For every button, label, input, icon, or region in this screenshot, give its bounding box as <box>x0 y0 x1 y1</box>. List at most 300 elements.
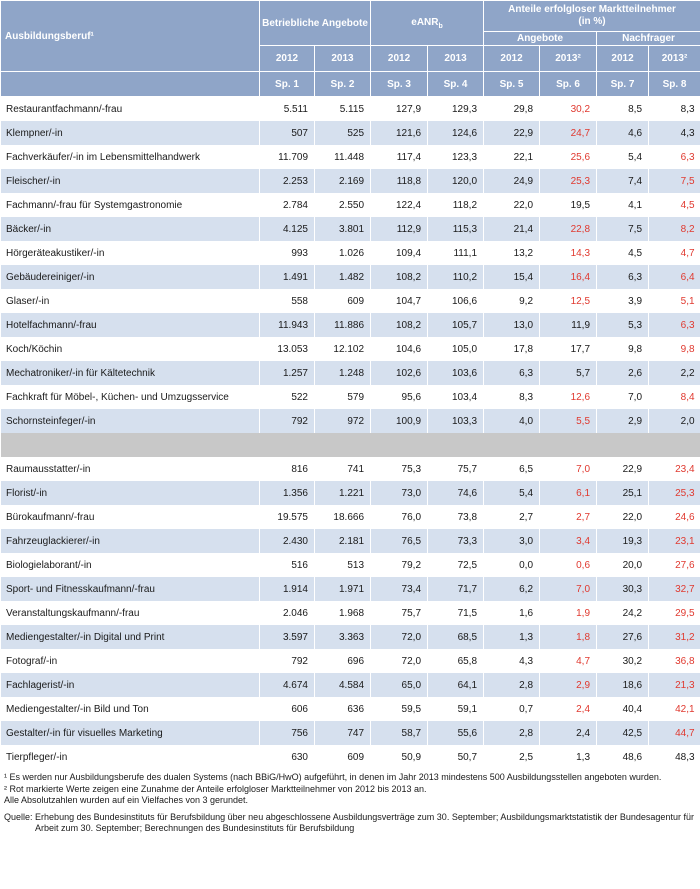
column-number-8: Sp. 8 <box>649 72 700 97</box>
value-cell-sp4: 59,1 <box>428 697 484 721</box>
value-cell-sp1: 993 <box>260 241 315 265</box>
value-cell-sp4: 68,5 <box>428 625 484 649</box>
value-cell-sp2: 513 <box>315 553 371 577</box>
value-cell-sp2: 1.968 <box>315 601 371 625</box>
value-cell-sp2: 3.363 <box>315 625 371 649</box>
value-cell-sp4: 111,1 <box>428 241 484 265</box>
footnote-1: ¹ Es werden nur Ausbildungsberufe des dualen Systems (nach BBiG/HwO) aufgeführt, in denen im Jahr 2013 mindestens 500 Ausbildungsstellen angeboten wurden. <box>4 772 662 782</box>
eanr-group-header: eANR$_b$ <box>371 1 484 46</box>
value-cell-sp3: 121,6 <box>371 121 428 145</box>
occupation-name: Sport- und Fitnesskaufmann/-frau <box>1 577 260 601</box>
value-cell-sp3: 65,0 <box>371 673 428 697</box>
table-row <box>1 721 700 745</box>
table-row <box>1 649 700 673</box>
value-cell-sp3: 104,6 <box>371 337 428 361</box>
value-cell-sp4: 65,8 <box>428 649 484 673</box>
value-cell-sp4: 115,3 <box>428 217 484 241</box>
value-cell-sp3: 122,4 <box>371 193 428 217</box>
value-cell-sp8: 2,0 <box>649 409 700 433</box>
value-cell-sp1: 792 <box>260 409 315 433</box>
table-row <box>1 553 700 577</box>
value-cell-sp8: 36,8 <box>649 649 700 673</box>
value-cell-sp5: 1,6 <box>484 601 540 625</box>
value-cell-sp2: 1.221 <box>315 481 371 505</box>
value-cell-sp8: 7,5 <box>649 169 700 193</box>
value-cell-sp3: 108,2 <box>371 265 428 289</box>
value-cell-sp5: 22,9 <box>484 121 540 145</box>
value-cell-sp8: 48,3 <box>649 745 700 769</box>
occupation-name: Fachverkäufer/-in im Lebensmittelhandwerk <box>1 145 260 169</box>
value-cell-sp2: 11.886 <box>315 313 371 337</box>
footnotes <box>0 769 700 807</box>
value-cell-sp1: 1.491 <box>260 265 315 289</box>
footnote-2: ² Rot markierte Werte zeigen eine Zunahme der Anteile erfolgloser Marktteilnehmer von 2012 bis 2013 an. <box>4 783 427 794</box>
value-cell-sp2: 11.448 <box>315 145 371 169</box>
value-cell-sp6: 16,4 <box>540 265 597 289</box>
value-cell-sp5: 2,5 <box>484 745 540 769</box>
value-cell-sp5: 2,8 <box>484 721 540 745</box>
value-cell-sp3: 108,2 <box>371 313 428 337</box>
year-header-6: 2013² <box>540 46 597 72</box>
value-cell-sp3: 79,2 <box>371 553 428 577</box>
occupation-name: Fachkraft für Möbel-, Küchen- und Umzugsservice <box>1 385 260 409</box>
table-row <box>1 289 700 313</box>
column-number-6: Sp. 6 <box>540 72 597 97</box>
column-number-3: Sp. 3 <box>371 72 428 97</box>
value-cell-sp3: 75,7 <box>371 601 428 625</box>
table-row <box>1 241 700 265</box>
value-cell-sp5: 1,3 <box>484 625 540 649</box>
value-cell-sp7: 7,5 <box>597 217 649 241</box>
value-cell-sp5: 3,0 <box>484 529 540 553</box>
value-cell-sp1: 606 <box>260 697 315 721</box>
occupation-name: Fachmann/-frau für Systemgastronomie <box>1 193 260 217</box>
column-number-5: Sp. 5 <box>484 72 540 97</box>
value-cell-sp8: 24,6 <box>649 505 700 529</box>
occupation-name: Gebäudereiniger/-in <box>1 265 260 289</box>
value-cell-sp1: 3.597 <box>260 625 315 649</box>
value-cell-sp5: 29,8 <box>484 97 540 122</box>
value-cell-sp3: 59,5 <box>371 697 428 721</box>
value-cell-sp4: 105,0 <box>428 337 484 361</box>
offers-subheader: Angebote <box>484 32 597 46</box>
value-cell-sp4: 118,2 <box>428 193 484 217</box>
occupation-name: Restaurantfachmann/-frau <box>1 97 260 122</box>
table-header <box>1 1 700 97</box>
table-row <box>1 625 700 649</box>
value-cell-sp4: 74,6 <box>428 481 484 505</box>
value-cell-sp3: 58,7 <box>371 721 428 745</box>
value-cell-sp2: 747 <box>315 721 371 745</box>
value-cell-sp4: 103,6 <box>428 361 484 385</box>
footnote-rounding: Alle Absolutzahlen wurden auf ein Vielfaches von 3 gerundet. <box>4 795 249 806</box>
value-cell-sp5: 8,3 <box>484 385 540 409</box>
value-cell-sp4: 75,7 <box>428 457 484 481</box>
year-header-8: 2013² <box>649 46 700 72</box>
value-cell-sp6: 7,0 <box>540 457 597 481</box>
year-header-2: 2013 <box>315 46 371 72</box>
value-cell-sp1: 1.356 <box>260 481 315 505</box>
value-cell-sp3: 50,9 <box>371 745 428 769</box>
value-cell-sp7: 2,6 <box>597 361 649 385</box>
group-separator <box>1 433 700 457</box>
value-cell-sp7: 22,0 <box>597 505 649 529</box>
occupation-name: Fahrzeuglackierer/-in <box>1 529 260 553</box>
value-cell-sp7: 40,4 <box>597 697 649 721</box>
value-cell-sp1: 2.253 <box>260 169 315 193</box>
value-cell-sp8: 25,3 <box>649 481 700 505</box>
value-cell-sp3: 117,4 <box>371 145 428 169</box>
source-text: Erhebung des Bundesinstituts für Berufsbildung über neu abgeschlossene Ausbildungsverträge zum 30. September; Ausbildungsmarktstatistik der Bundesagentur für Arbeit zum 30. September; Berechnungen des Bundesinstituts für Berufsbildung <box>35 811 694 834</box>
value-cell-sp1: 13.053 <box>260 337 315 361</box>
value-cell-sp7: 22,9 <box>597 457 649 481</box>
value-cell-sp7: 7,0 <box>597 385 649 409</box>
value-cell-sp7: 3,9 <box>597 289 649 313</box>
value-cell-sp1: 516 <box>260 553 315 577</box>
table-row <box>1 697 700 721</box>
occupation-name: Florist/-in <box>1 481 260 505</box>
table-row <box>1 529 700 553</box>
value-cell-sp4: 55,6 <box>428 721 484 745</box>
value-cell-sp3: 109,4 <box>371 241 428 265</box>
table-row <box>1 361 700 385</box>
shares-group-header: Anteile erfolgloser Marktteilnehmer (in %) <box>484 1 700 32</box>
value-cell-sp4: 71,7 <box>428 577 484 601</box>
value-cell-sp6: 25,6 <box>540 145 597 169</box>
value-cell-sp3: 76,0 <box>371 505 428 529</box>
occupation-name: Hörgeräteakustiker/-in <box>1 241 260 265</box>
value-cell-sp2: 972 <box>315 409 371 433</box>
value-cell-sp5: 24,9 <box>484 169 540 193</box>
value-cell-sp5: 13,0 <box>484 313 540 337</box>
value-cell-sp1: 630 <box>260 745 315 769</box>
value-cell-sp3: 95,6 <box>371 385 428 409</box>
occupation-name: Biologielaborant/-in <box>1 553 260 577</box>
occupation-name: Bürokaufmann/-frau <box>1 505 260 529</box>
value-cell-sp2: 2.550 <box>315 193 371 217</box>
value-cell-sp6: 1,9 <box>540 601 597 625</box>
year-header-1: 2012 <box>260 46 315 72</box>
value-cell-sp3: 127,9 <box>371 97 428 122</box>
value-cell-sp6: 5,5 <box>540 409 597 433</box>
value-cell-sp2: 579 <box>315 385 371 409</box>
value-cell-sp3: 72,0 <box>371 625 428 649</box>
value-cell-sp6: 2,7 <box>540 505 597 529</box>
value-cell-sp7: 4,5 <box>597 241 649 265</box>
value-cell-sp2: 609 <box>315 745 371 769</box>
table-row <box>1 169 700 193</box>
value-cell-sp2: 2.169 <box>315 169 371 193</box>
value-cell-sp1: 4.674 <box>260 673 315 697</box>
value-cell-sp7: 7,4 <box>597 169 649 193</box>
value-cell-sp7: 5,4 <box>597 145 649 169</box>
value-cell-sp7: 5,3 <box>597 313 649 337</box>
value-cell-sp6: 14,3 <box>540 241 597 265</box>
value-cell-sp6: 25,3 <box>540 169 597 193</box>
occupation-header: Ausbildungsberuf¹ <box>1 1 260 72</box>
value-cell-sp6: 4,7 <box>540 649 597 673</box>
value-cell-sp8: 21,3 <box>649 673 700 697</box>
value-cell-sp4: 124,6 <box>428 121 484 145</box>
value-cell-sp8: 2,2 <box>649 361 700 385</box>
value-cell-sp4: 73,3 <box>428 529 484 553</box>
value-cell-sp4: 110,2 <box>428 265 484 289</box>
value-cell-sp4: 72,5 <box>428 553 484 577</box>
year-header-3: 2012 <box>371 46 428 72</box>
table-row <box>1 745 700 769</box>
table-row <box>1 577 700 601</box>
value-cell-sp7: 20,0 <box>597 553 649 577</box>
value-cell-sp1: 1.914 <box>260 577 315 601</box>
value-cell-sp5: 9,2 <box>484 289 540 313</box>
year-header-7: 2012 <box>597 46 649 72</box>
occupation-name: Klempner/-in <box>1 121 260 145</box>
value-cell-sp7: 2,9 <box>597 409 649 433</box>
value-cell-sp2: 1.248 <box>315 361 371 385</box>
value-cell-sp5: 0,0 <box>484 553 540 577</box>
table-row <box>1 313 700 337</box>
value-cell-sp3: 75,3 <box>371 457 428 481</box>
value-cell-sp8: 9,8 <box>649 337 700 361</box>
value-cell-sp6: 6,1 <box>540 481 597 505</box>
table-row <box>1 481 700 505</box>
value-cell-sp8: 8,2 <box>649 217 700 241</box>
value-cell-sp7: 18,6 <box>597 673 649 697</box>
value-cell-sp2: 1.026 <box>315 241 371 265</box>
value-cell-sp8: 4,7 <box>649 241 700 265</box>
value-cell-sp7: 19,3 <box>597 529 649 553</box>
value-cell-sp6: 2,4 <box>540 697 597 721</box>
empty-header-cell <box>1 72 260 97</box>
value-cell-sp5: 22,1 <box>484 145 540 169</box>
occupation-name: Koch/Köchin <box>1 337 260 361</box>
value-cell-sp5: 6,5 <box>484 457 540 481</box>
table-row <box>1 193 700 217</box>
demand-subheader: Nachfrager <box>597 32 700 46</box>
column-number-row <box>1 72 700 97</box>
value-cell-sp6: 24,7 <box>540 121 597 145</box>
value-cell-sp8: 4,3 <box>649 121 700 145</box>
separator-cell <box>1 433 700 457</box>
table-row <box>1 97 700 122</box>
table-row <box>1 265 700 289</box>
value-cell-sp7: 4,6 <box>597 121 649 145</box>
value-cell-sp8: 23,4 <box>649 457 700 481</box>
value-cell-sp5: 6,2 <box>484 577 540 601</box>
value-cell-sp4: 120,0 <box>428 169 484 193</box>
year-header-4: 2013 <box>428 46 484 72</box>
value-cell-sp6: 2,9 <box>540 673 597 697</box>
value-cell-sp5: 13,2 <box>484 241 540 265</box>
value-cell-sp1: 558 <box>260 289 315 313</box>
value-cell-sp8: 31,2 <box>649 625 700 649</box>
value-cell-sp5: 5,4 <box>484 481 540 505</box>
value-cell-sp3: 118,8 <box>371 169 428 193</box>
value-cell-sp3: 72,0 <box>371 649 428 673</box>
value-cell-sp1: 2.046 <box>260 601 315 625</box>
value-cell-sp5: 22,0 <box>484 193 540 217</box>
value-cell-sp6: 12,5 <box>540 289 597 313</box>
value-cell-sp2: 636 <box>315 697 371 721</box>
value-cell-sp7: 27,6 <box>597 625 649 649</box>
value-cell-sp4: 50,7 <box>428 745 484 769</box>
value-cell-sp8: 6,3 <box>649 145 700 169</box>
value-cell-sp6: 11,9 <box>540 313 597 337</box>
value-cell-sp8: 6,3 <box>649 313 700 337</box>
value-cell-sp1: 756 <box>260 721 315 745</box>
column-number-4: Sp. 4 <box>428 72 484 97</box>
value-cell-sp4: 73,8 <box>428 505 484 529</box>
occupation-name: Schornsteinfeger/-in <box>1 409 260 433</box>
value-cell-sp2: 609 <box>315 289 371 313</box>
value-cell-sp8: 6,4 <box>649 265 700 289</box>
table-row <box>1 409 700 433</box>
value-cell-sp5: 17,8 <box>484 337 540 361</box>
value-cell-sp4: 123,3 <box>428 145 484 169</box>
value-cell-sp4: 71,5 <box>428 601 484 625</box>
value-cell-sp7: 42,5 <box>597 721 649 745</box>
table-row <box>1 505 700 529</box>
value-cell-sp5: 21,4 <box>484 217 540 241</box>
occupation-name: Bäcker/-in <box>1 217 260 241</box>
year-header-5: 2012 <box>484 46 540 72</box>
occupation-name: Glaser/-in <box>1 289 260 313</box>
table-row <box>1 385 700 409</box>
value-cell-sp7: 30,3 <box>597 577 649 601</box>
column-number-1: Sp. 1 <box>260 72 315 97</box>
value-cell-sp7: 8,5 <box>597 97 649 122</box>
value-cell-sp2: 1.971 <box>315 577 371 601</box>
value-cell-sp1: 522 <box>260 385 315 409</box>
value-cell-sp7: 24,2 <box>597 601 649 625</box>
value-cell-sp5: 0,7 <box>484 697 540 721</box>
value-cell-sp3: 73,4 <box>371 577 428 601</box>
table-row <box>1 217 700 241</box>
value-cell-sp5: 15,4 <box>484 265 540 289</box>
occupation-name: Tierpfleger/-in <box>1 745 260 769</box>
value-cell-sp2: 4.584 <box>315 673 371 697</box>
table-row <box>1 601 700 625</box>
table-row <box>1 145 700 169</box>
occupation-name: Mechatroniker/-in für Kältetechnik <box>1 361 260 385</box>
value-cell-sp1: 2.430 <box>260 529 315 553</box>
occupation-name: Veranstaltungskaufmann/-frau <box>1 601 260 625</box>
value-cell-sp4: 105,7 <box>428 313 484 337</box>
value-cell-sp7: 4,1 <box>597 193 649 217</box>
value-cell-sp3: 76,5 <box>371 529 428 553</box>
table-row <box>1 457 700 481</box>
value-cell-sp8: 42,1 <box>649 697 700 721</box>
occupation-name: Mediengestalter/-in Digital und Print <box>1 625 260 649</box>
column-number-7: Sp. 7 <box>597 72 649 97</box>
source-note <box>0 807 700 835</box>
value-cell-sp5: 2,8 <box>484 673 540 697</box>
value-cell-sp1: 816 <box>260 457 315 481</box>
value-cell-sp2: 741 <box>315 457 371 481</box>
value-cell-sp6: 2,4 <box>540 721 597 745</box>
value-cell-sp5: 4,3 <box>484 649 540 673</box>
value-cell-sp6: 3,4 <box>540 529 597 553</box>
value-cell-sp8: 8,3 <box>649 97 700 122</box>
value-cell-sp3: 112,9 <box>371 217 428 241</box>
value-cell-sp8: 32,7 <box>649 577 700 601</box>
value-cell-sp7: 30,2 <box>597 649 649 673</box>
value-cell-sp8: 23,1 <box>649 529 700 553</box>
value-cell-sp8: 44,7 <box>649 721 700 745</box>
value-cell-sp4: 103,3 <box>428 409 484 433</box>
value-cell-sp6: 22,8 <box>540 217 597 241</box>
source-label: Quelle: <box>4 811 33 822</box>
value-cell-sp1: 4.125 <box>260 217 315 241</box>
table-body <box>1 97 700 770</box>
occupation-name: Raumausstatter/-in <box>1 457 260 481</box>
value-cell-sp1: 2.784 <box>260 193 315 217</box>
value-cell-sp1: 1.257 <box>260 361 315 385</box>
value-cell-sp3: 73,0 <box>371 481 428 505</box>
value-cell-sp2: 18.666 <box>315 505 371 529</box>
value-cell-sp6: 7,0 <box>540 577 597 601</box>
value-cell-sp4: 64,1 <box>428 673 484 697</box>
value-cell-sp6: 19,5 <box>540 193 597 217</box>
occupation-name: Fleischer/-in <box>1 169 260 193</box>
value-cell-sp6: 1,3 <box>540 745 597 769</box>
value-cell-sp8: 8,4 <box>649 385 700 409</box>
value-cell-sp1: 19.575 <box>260 505 315 529</box>
value-cell-sp6: 30,2 <box>540 97 597 122</box>
value-cell-sp4: 129,3 <box>428 97 484 122</box>
table-row <box>1 121 700 145</box>
value-cell-sp2: 5.115 <box>315 97 371 122</box>
value-cell-sp2: 3.801 <box>315 217 371 241</box>
value-cell-sp3: 102,6 <box>371 361 428 385</box>
value-cell-sp5: 2,7 <box>484 505 540 529</box>
value-cell-sp1: 5.511 <box>260 97 315 122</box>
value-cell-sp4: 103,4 <box>428 385 484 409</box>
value-cell-sp2: 1.482 <box>315 265 371 289</box>
value-cell-sp2: 696 <box>315 649 371 673</box>
value-cell-sp6: 12,6 <box>540 385 597 409</box>
value-cell-sp3: 100,9 <box>371 409 428 433</box>
occupation-name: Fachlagerist/-in <box>1 673 260 697</box>
offers-group-header: Betriebliche Angebote <box>260 1 371 46</box>
occupation-name: Hotelfachmann/-frau <box>1 313 260 337</box>
value-cell-sp6: 1,8 <box>540 625 597 649</box>
value-cell-sp5: 4,0 <box>484 409 540 433</box>
value-cell-sp7: 6,3 <box>597 265 649 289</box>
table-row <box>1 673 700 697</box>
table-row <box>1 337 700 361</box>
occupation-name: Fotograf/-in <box>1 649 260 673</box>
value-cell-sp7: 48,6 <box>597 745 649 769</box>
value-cell-sp2: 12.102 <box>315 337 371 361</box>
value-cell-sp4: 106,6 <box>428 289 484 313</box>
value-cell-sp7: 9,8 <box>597 337 649 361</box>
value-cell-sp8: 5,1 <box>649 289 700 313</box>
value-cell-sp8: 4,5 <box>649 193 700 217</box>
value-cell-sp6: 0,6 <box>540 553 597 577</box>
value-cell-sp6: 5,7 <box>540 361 597 385</box>
value-cell-sp2: 525 <box>315 121 371 145</box>
value-cell-sp5: 6,3 <box>484 361 540 385</box>
value-cell-sp6: 17,7 <box>540 337 597 361</box>
value-cell-sp3: 104,7 <box>371 289 428 313</box>
value-cell-sp1: 11.943 <box>260 313 315 337</box>
value-cell-sp1: 792 <box>260 649 315 673</box>
value-cell-sp1: 507 <box>260 121 315 145</box>
value-cell-sp7: 25,1 <box>597 481 649 505</box>
value-cell-sp2: 2.181 <box>315 529 371 553</box>
value-cell-sp8: 27,6 <box>649 553 700 577</box>
